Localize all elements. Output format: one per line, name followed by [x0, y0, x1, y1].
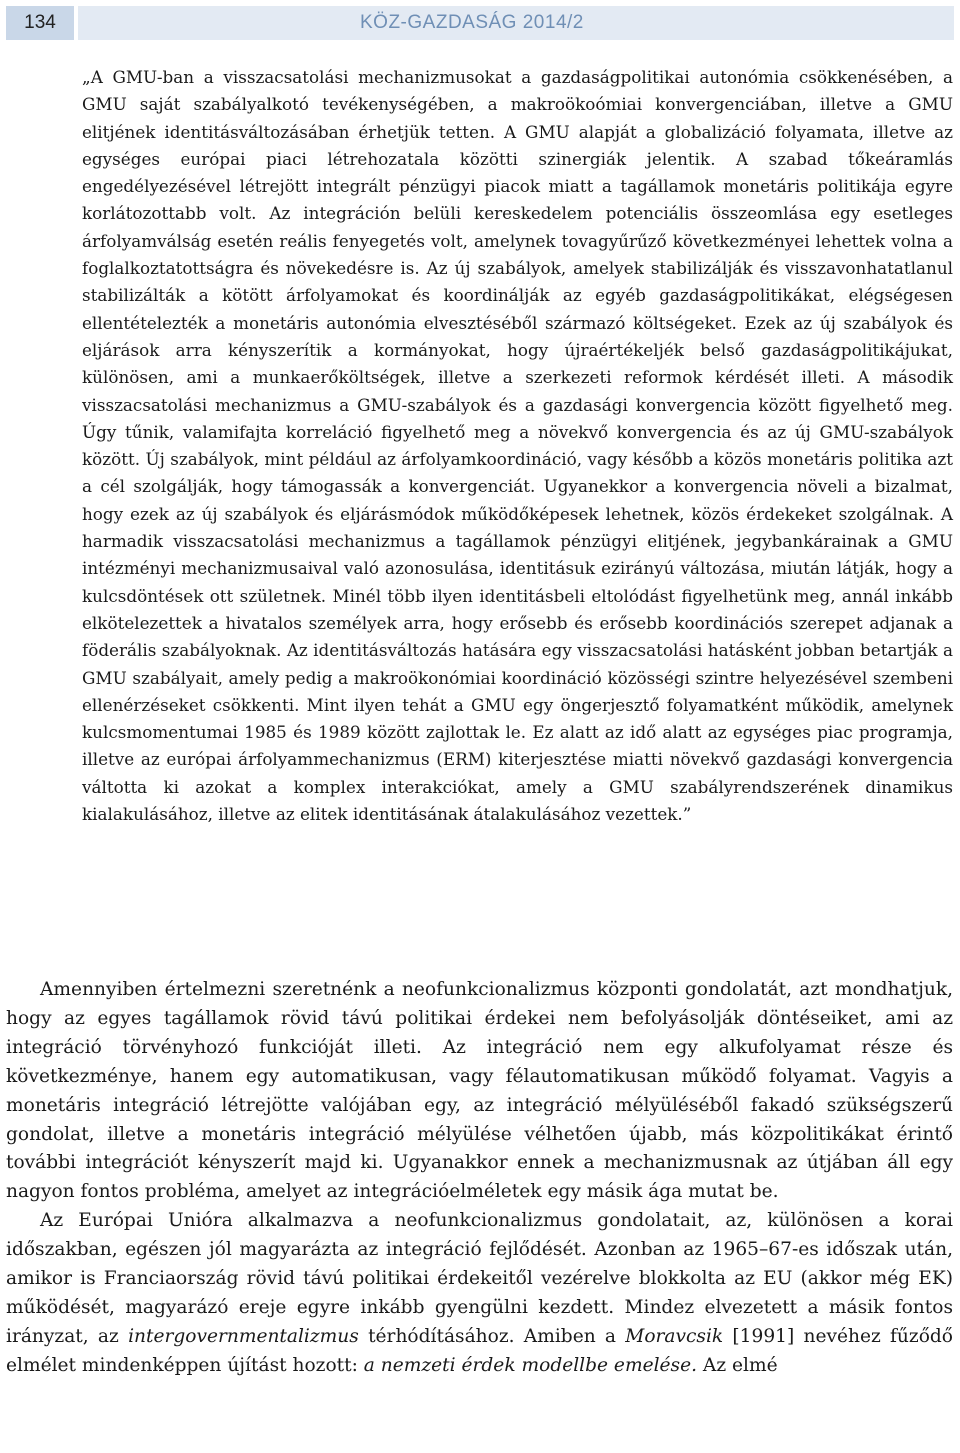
block-quote: „A GMU-ban a visszacsatolási mechanizmusokat a gazdaságpolitikai autonómia csökkenésében, a GMU saját szabályalkotó tevékenységében, a makroökoómiai konvergenciában, illetve a GMU elitjének identitásváltozásában érhetjük tetten. A GMU alapját a globalizáció folyamata, illetve az egységes európai piaci létrehozatala közötti szinergiák jelentik. A szabad tőkeáramlás engedélyezésével létrejött integrált pénzügyi piacok miatt a tagállamok monetáris politikája egyre korlátozottabb volt. Az integráción belüli kereskedelem potenciális összeomlása egy esetleges árfolyamválság esetén reális fenyegetés volt, amelynek tovagyűrűző következményei lehettek volna a foglalkoztatottságra és növekedésre is. Az új szabályok, amelyek stabilizálják és visszavonhatatlanul stabilizálták a kötött árfolyamokat és koordinálják az egyéb gazdaságpolitikákat, elégségesen ellentételezték a monetáris autonómia elvesztéséből származó költségeket. Ezek az új szabályok és eljárások arra kényszerítik a kormányokat, hogy újraértékeljék belső gazdaságpolitikájukat, különösen, ami a munkaerőköltségek, illetve a szerkezeti reformok kérdését illeti. A második visszacsatolási mechanizmus a GMU-szabályok és a gazdasági konvergencia között figyelhető meg. Úgy tűnik, valamifajta korreláció figyelhető meg a növekvő konvergencia és az új GMU-szabályok között. Új szabályok, mint például az árfolyamkoordináció, vagy később a közös monetáris politika azt a cél szolgálják, hogy támogassák a konvergenciát. Ugyanekkor a konvergencia növeli a bizalmat, hogy ezek az új szabályok és eljárásmódok működőképesek lehetnek, közös érdekeket szolgálnak. A harmadik visszacsatolási mechanizmus a tagállamok pénzügyi elitjének, jegybankárainak a GMU intézményi mechanizmusaival való azonosulása, identitásuk ezirányú változása, miután látják, hogy a kulcsdöntések ott születnek. Minél több ilyen identitásbeli eltolódást figyelhetünk meg, annál inkább elkötelezettek a hivatalos személyek arra, hogy erősebb és erősebb koordinációs szerepet adjanak a föderális szabályoknak. Az identitásváltozás hatására egy visszacsatolási hatásként jobban betartják a GMU szabályait, amely pedig a makroökonómiai koordináció közösségi szintre helyezésével szembeni ellenérzéseket csökkenti. Mint ilyen tehát a GMU egy öngerjesztő folyamatként működik, amelynek kulcsmomentumai 1985 és 1989 között zajlottak le. Ez alatt az idő alatt az egységes piac programja, illetve az európai árfolyammechanizmus (ERM) kiterjesztése miatti növekvő gazdasági konvergencia váltotta ki azokat a komplex interakciókat, amely a GMU szabályrendszerének dinamikus kialakulásához, illetve az elitek identitásának átalakulásához vezettek.” — [82, 67, 953, 825]
paragraph-2-text-a: Az Európai Unióra alkalmazva a neofunkcionalizmus gondolatait, az, különösen a korai időszakban, egészen jól magyarázta az integráció fejlődését. Azonban az 1965–67-es időszak után, amikor is Franciaország rövid távú politikai érdekeitől vezérelve blokkolta az EU (akkor még EK) működését, magyarázó ereje egyre inkább gyengülni kezdett. Mindez elvezetett a másik fontos irányzat, az — [6, 1210, 953, 1347]
author-moravcsik: Moravcsik — [625, 1325, 724, 1347]
journal-title: KÖZ-GAZDASÁG 2014/2 — [78, 6, 954, 40]
page-number: 134 — [6, 6, 74, 40]
paragraph-1: Amennyiben értelmezni szeretnénk a neofunkcionalizmus központi gondolatát, azt mondhatjuk, hogy az egyes tagállamok rövid távú politikai érdekei nem befolyásolják döntéseiket, ami az integráció törvényhozó funkcióját illeti. Az integráció nem egy alkufolyamat része és következménye, hanem egy automatikusan, vagy félautomatikusan működő folyamat. Vagyis a monetáris integráció létrejötte valójában egy, az integráció mélyüléséből fakadó szükségszerű gondolat, illetve a monetáris integráció mélyülése vélhetően újabb, más közpolitikákat érintő további integrációt kényszerít majd ki. Ugyanakkor ennek a mechanizmusnak az útjában áll egy nagyon fontos probléma, amelyet az integrációelméletek egy másik ága mutat be. — [6, 979, 953, 1203]
page-header — [6, 6, 954, 40]
term-intergovernmentalism: intergovernmentalizmus — [128, 1325, 359, 1347]
paragraph-2-text-c: [1991] nevéhez fűződő elmélet mindenképpen újítást hozott: — [6, 1325, 953, 1376]
paragraph-2-text-d: Az elmé — [696, 1354, 778, 1376]
emphasis-national-interest: a nemzeti érdek modellbe emelése. — [363, 1354, 697, 1376]
body-text — [6, 976, 953, 1381]
paragraph-2 — [6, 1207, 953, 1380]
paragraph-2-text-b: térhódításához. Amiben a — [358, 1325, 626, 1347]
